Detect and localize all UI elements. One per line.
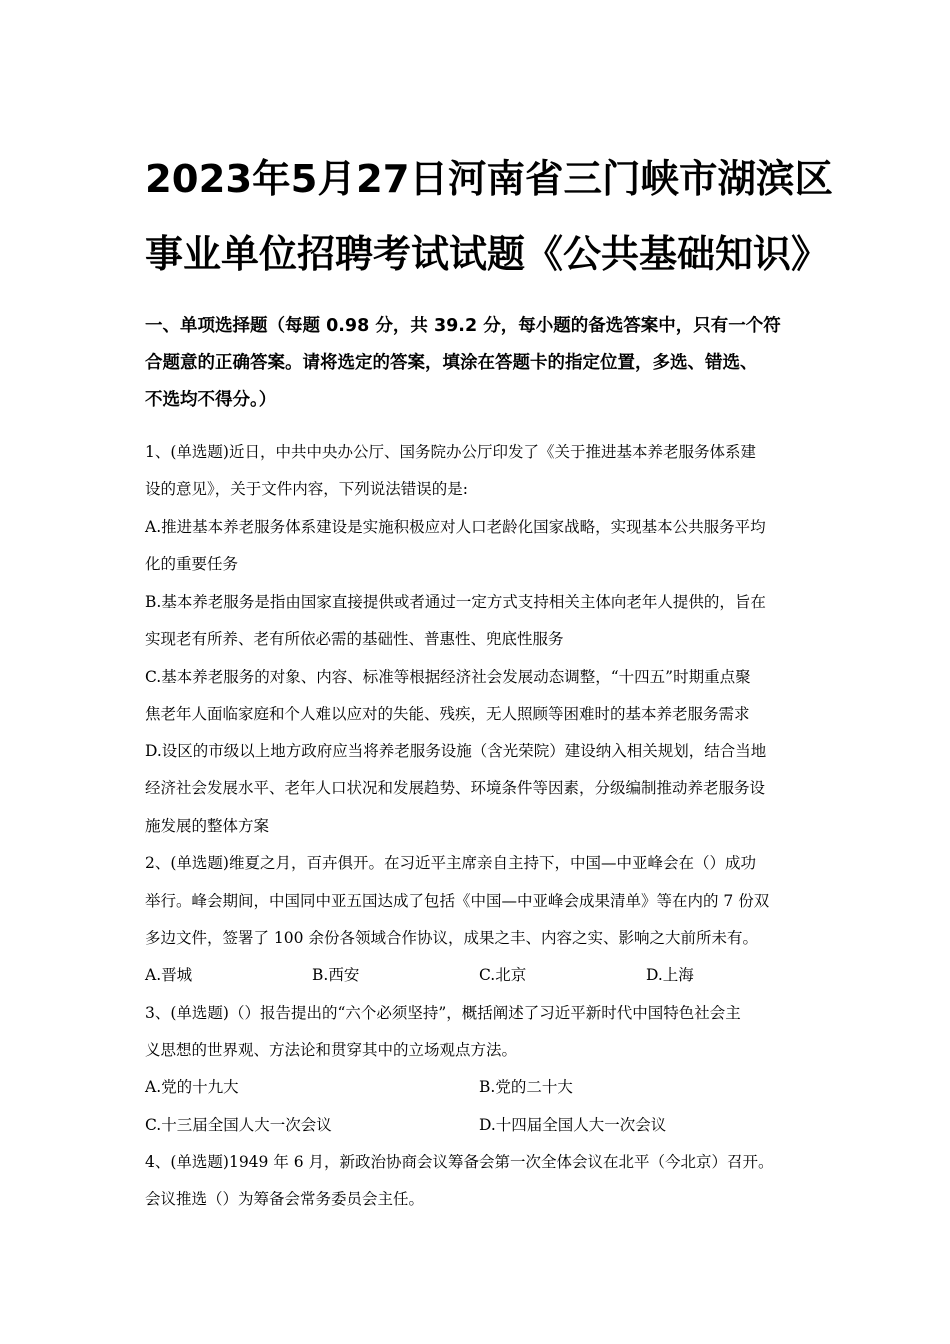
q1-option-a-line: 化的重要任务 (145, 555, 239, 573)
q1-option-d-line: D.设区的市级以上地方政府应当将养老服务设施（含光荣院）建设纳入相关规划，结合当地 (145, 742, 767, 760)
q3-stem-line: 3、(单选题)（）报告提出的“六个必须坚持”，概括阐述了习近平新时代中国特色社会主 (145, 1004, 741, 1022)
q2-stem-line: 2、(单选题)维夏之月，百卉俱开。在习近平主席亲自主持下，中国—中亚峰会在（）成功 (145, 854, 756, 872)
q3-option-a: A.党的十九大 (145, 1078, 239, 1096)
q1-option-b-line: 实现老有所养、老有所依必需的基础性、普惠性、兜底性服务 (145, 630, 564, 648)
q2-stem-line: 举行。峰会期间，中国同中亚五国达成了包括《中国—中亚峰会成果清单》等在内的 7 份双 (145, 892, 770, 910)
q1-option-b-line: B.基本养老服务是指由国家直接提供或者通过一定方式支持相关主体向老年人提供的，旨在 (145, 593, 766, 611)
q1-option-a-line: A.推进基本养老服务体系建设是实施积极应对人口老龄化国家战略，实现基本公共服务平均 (145, 518, 766, 536)
section-instruction-line-1: 一、单项选择题（每题 0.98 分，共 39.2 分，每小题的备选答案中，只有一个符 (145, 316, 781, 336)
section-instruction-line-3: 不选均不得分。） (145, 390, 277, 410)
q3-option-d: D.十四届全国人大一次会议 (479, 1116, 667, 1134)
q1-option-d-line: 经济社会发展水平、老年人口状况和发展趋势、环境条件等因素，分级编制推动养老服务设 (145, 779, 766, 797)
q1-option-c-line: C.基本养老服务的对象、内容、标准等根据经济社会发展动态调整，“十四五”时期重点聚 (145, 668, 751, 686)
q1-stem-line: 设的意见》，关于文件内容，下列说法错误的是: (145, 480, 468, 498)
document-title-line-2: 事业单位招聘考试试题《公共基础知识》 (145, 232, 830, 276)
q1-stem-line: 1、(单选题)近日，中共中央办公厅、国务院办公厅印发了《关于推进基本养老服务体系建 (145, 443, 756, 461)
q2-stem-line: 多边文件，签署了 100 余份各领域合作协议，成果之丰、内容之实、影响之大前所未有。 (145, 929, 758, 947)
q3-option-b: B.党的二十大 (479, 1078, 573, 1096)
q2-option-d: D.上海 (646, 966, 694, 984)
section-instruction-line-2: 合题意的正确答案。请将选定的答案，填涂在答题卡的指定位置，多选、错选、 (145, 353, 758, 373)
q1-option-c-line: 焦老年人面临家庭和个人难以应对的失能、残疾，无人照顾等困难时的基本养老服务需求 (145, 705, 750, 723)
document-title-line-1: 2023年5月27日河南省三门峡市湖滨区 (145, 157, 834, 202)
q2-option-c: C.北京 (479, 966, 527, 984)
q2-option-b: B.西安 (312, 966, 360, 984)
q4-stem-line: 4、(单选题)1949 年 6 月，新政治协商会议筹备会第一次全体会议在北平（今北京）召开。 (145, 1153, 774, 1171)
q1-option-d-line: 施发展的整体方案 (145, 817, 270, 835)
q3-option-c: C.十三届全国人大一次会议 (145, 1116, 332, 1134)
q3-stem-line: 义思想的世界观、方法论和贯穿其中的立场观点方法。 (145, 1041, 518, 1059)
q4-stem-line: 会议推选（）为筹备会常务委员会主任。 (145, 1190, 425, 1208)
q2-option-a: A.晋城 (145, 966, 193, 984)
